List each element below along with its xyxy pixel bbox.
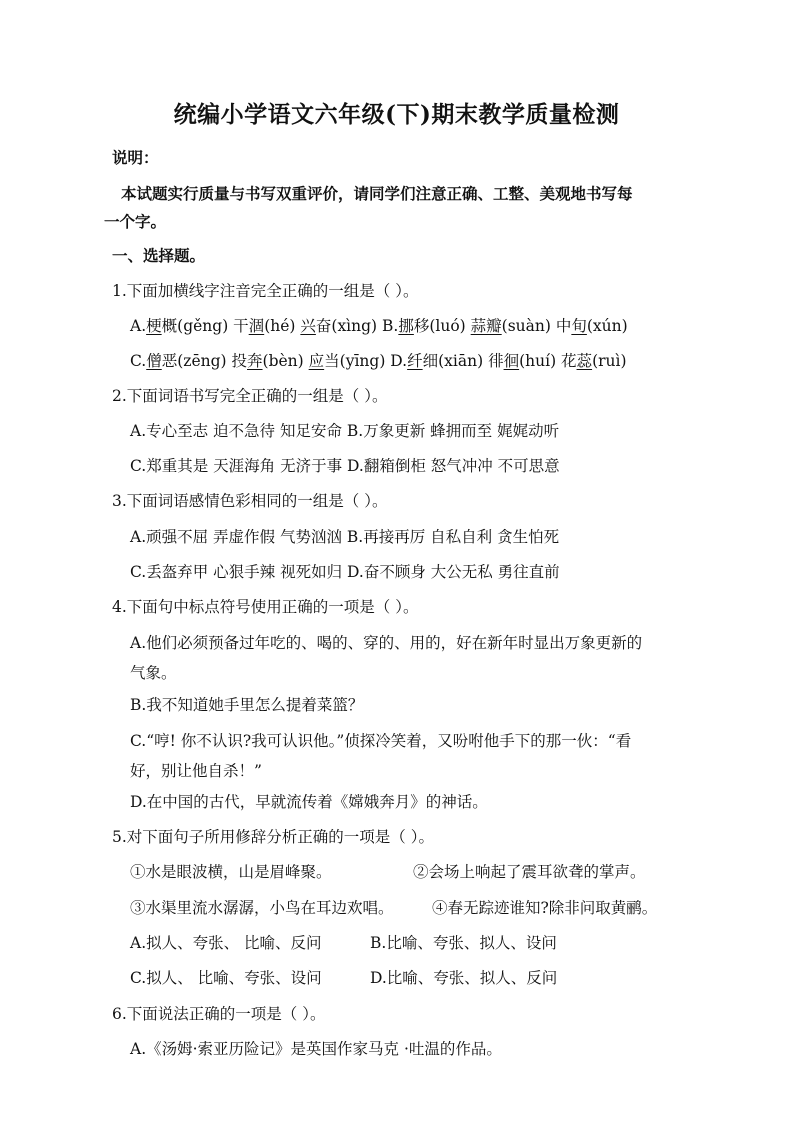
underlined-char: 兴 bbox=[300, 317, 316, 335]
question-3-stem: 3.下面词语感情色彩相同的一组是（ ）。 bbox=[112, 492, 388, 510]
option-text: (hé) bbox=[264, 317, 301, 335]
question-4-option-c-line1: C.“哼! 你不认识?我可认识他。”侦探冷笑着，又吩咐他手下的那一伙：“看 bbox=[130, 732, 632, 750]
question-6-option-a: A.《汤姆·索亚历险记》是英国作家马克 ·吐温的作品。 bbox=[130, 1040, 502, 1058]
underlined-char: 应 bbox=[308, 352, 325, 370]
underlined-char: 蕊 bbox=[576, 352, 593, 370]
option-text: 奋(xìng) B. bbox=[315, 317, 399, 335]
question-5-option-a: A.拟人、夸张、 比喻、反问 bbox=[130, 934, 322, 952]
question-4-option-a-line2: 气象。 bbox=[130, 664, 177, 682]
option-text: (suàn) 中 bbox=[501, 317, 572, 335]
underlined-char: 挪 bbox=[398, 317, 414, 335]
question-1-option-ab bbox=[130, 314, 628, 336]
question-5-sentence-3: ③水渠里流水潺潺，小鸟在耳边欢唱。 bbox=[130, 899, 394, 917]
underlined-char: 纤 bbox=[407, 352, 423, 370]
option-text: 概(gěng) 干 bbox=[161, 317, 249, 335]
question-2-stem: 2.下面词语书写完全正确的一组是（ ）。 bbox=[112, 387, 388, 405]
intro-label: 说明： bbox=[112, 148, 159, 167]
question-3-option-cd: C.丢盔弃甲 心狠手辣 视死如归 D.奋不顾身 大公无私 勇往直前 bbox=[130, 563, 560, 581]
underlined-char: 僧 bbox=[146, 352, 162, 370]
underlined-char: 徊 bbox=[503, 352, 520, 370]
option-text: 细(xiān) 徘 bbox=[422, 352, 504, 370]
question-3-option-ab: A.顽强不屈 弄虚作假 气势汹汹 B.再接再厉 自私自利 贪生怕死 bbox=[130, 528, 560, 546]
question-2-option-ab: A.专心至志 迫不急待 知足安命 B.万象更新 蜂拥而至 娓娓动听 bbox=[130, 422, 560, 440]
section-heading: 一、选择题。 bbox=[112, 246, 206, 265]
option-text: 移(luó) bbox=[413, 317, 471, 335]
option-label: C. bbox=[130, 352, 147, 370]
underlined-char: 奔 bbox=[247, 352, 263, 370]
underlined-char: 梗 bbox=[146, 317, 162, 335]
question-5-stem: 5.对下面句子所用修辞分析正确的一项是（ ）。 bbox=[112, 828, 434, 846]
question-4-option-d: D.在中国的古代，早就流传着《嫦娥奔月》的神话。 bbox=[130, 793, 488, 811]
underlined-char: 涸 bbox=[248, 317, 265, 335]
question-5-option-d: D.比喻、夸张、拟人、反问 bbox=[370, 969, 558, 987]
question-5-sentence-1: ①水是眼波横，山是眉峰聚。 bbox=[130, 863, 332, 881]
option-text: (bèn) bbox=[262, 352, 309, 370]
exam-title: 统编小学语文六年级(下)期末教学质量检测 bbox=[173, 101, 620, 128]
option-label: A. bbox=[130, 317, 147, 335]
underlined-char: 蒜瓣 bbox=[470, 317, 502, 335]
question-1-stem: 1.下面加横线字注音完全正确的一组是（ ）。 bbox=[112, 282, 419, 300]
option-text: (ruì) bbox=[592, 352, 627, 370]
option-text: 当(yīng) D. bbox=[324, 352, 408, 370]
question-4-option-c-line2: 好，别让他自杀！” bbox=[130, 762, 262, 780]
question-5-sentence-2: ②会场上响起了震耳欲聋的掌声。 bbox=[413, 863, 646, 881]
question-5-option-c: C.拟人、 比喻、夸张、设问 bbox=[130, 969, 322, 987]
intro-text-line1: 本试题实行质量与书写双重评价，请同学们注意正确、工整、美观地书写每 bbox=[121, 184, 633, 203]
question-4-option-a-line1: A.他们必须预备过年吃的、喝的、穿的、用的，好在新年时显出万象更新的 bbox=[130, 634, 643, 652]
question-4-stem: 4.下面句中标点符号使用正确的一项是（ ）。 bbox=[112, 598, 419, 616]
question-6-stem: 6.下面说法正确的一项是（ ）。 bbox=[112, 1005, 326, 1023]
underlined-char: 旬 bbox=[571, 317, 587, 335]
question-4-option-b: B.我不知道她手里怎么提着菜篮？ bbox=[130, 696, 364, 714]
option-text: (xún) bbox=[586, 317, 628, 335]
question-5-sentence-4: ④春无踪迹谁知?除非问取黄鹂。 bbox=[432, 899, 658, 917]
intro-text-line2: 一个字。 bbox=[104, 212, 167, 231]
option-text: 恶(zēng) 投 bbox=[161, 352, 248, 370]
option-text: (huí) 花 bbox=[519, 352, 577, 370]
question-5-option-b: B.比喻、夸张、拟人、设问 bbox=[370, 934, 557, 952]
question-1-option-cd bbox=[130, 349, 627, 371]
question-2-option-cd: C.郑重其是 天涯海角 无济于事 D.翻箱倒柜 怒气冲冲 不可思意 bbox=[130, 457, 560, 475]
